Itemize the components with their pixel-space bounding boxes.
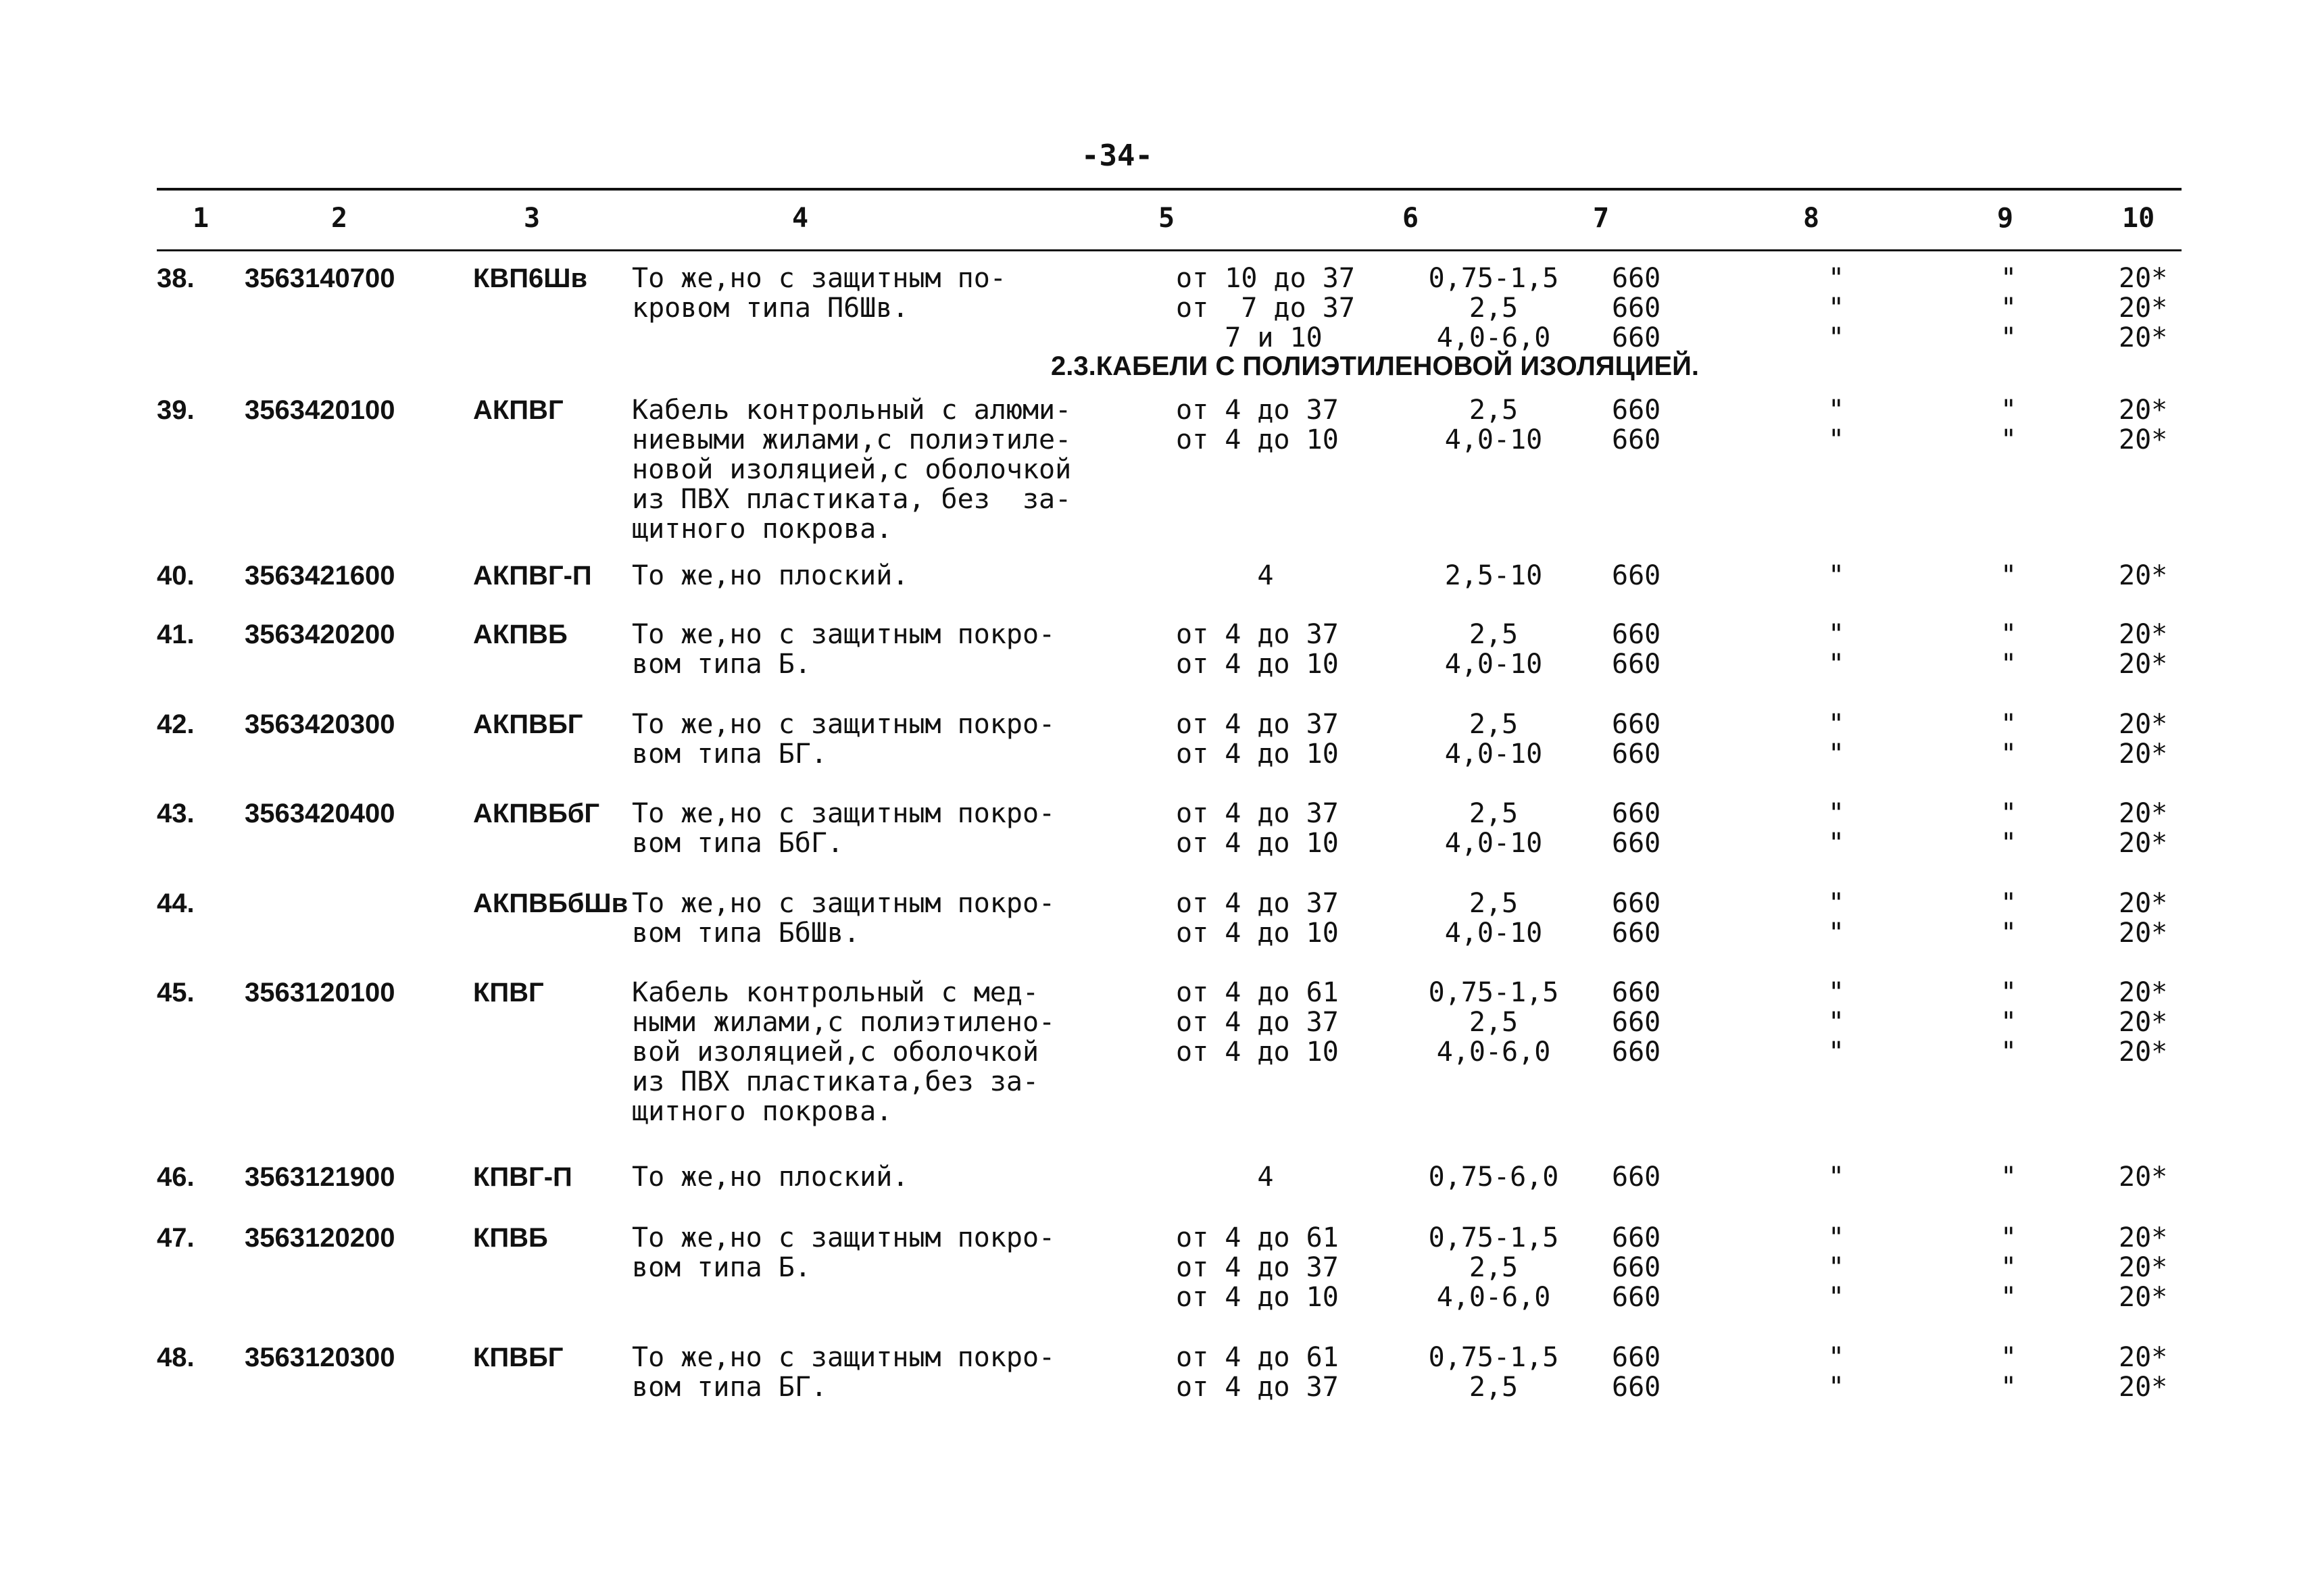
header-col-4: 4 [792, 203, 809, 234]
col-9-value: " " [2000, 888, 2017, 949]
cable-mark: АКПВБГ [473, 709, 583, 739]
header-col-9: 9 [1997, 203, 2014, 234]
col-10-value: 20* 20* [2119, 619, 2168, 680]
row-number: 48. [157, 1343, 195, 1372]
voltage: 660 660 660 [1612, 977, 1661, 1068]
catalog-code: 3563120100 [245, 978, 395, 1007]
col-9-value: " " [2000, 1342, 2017, 1403]
cable-description: Кабель контрольный с мед- ными жилами,с полиэтилено- вой изоляцией,с оболочкой из ПВХ пластиката,без за- щитного покрова. [632, 977, 1056, 1127]
header-col-6: 6 [1402, 203, 1419, 234]
cores-count: от 4 до 61 от 4 до 37 от 4 до 10 [1176, 977, 1339, 1068]
cable-mark: АКПВБбШв [473, 889, 629, 918]
header-col-3: 3 [524, 203, 541, 234]
cable-description: То же,но с защитным покро- вом типа Б. [632, 619, 1056, 680]
cable-description: То же,но с защитным покро- вом типа БГ. [632, 709, 1056, 770]
col-8-value: " " " [1828, 1222, 1845, 1313]
section-heading: 2.3.КАБЕЛИ С ПОЛИЭТИЛЕНОВОЙ ИЗОЛЯЦИЕЙ. [1051, 351, 1700, 381]
col-9-value: " " [2000, 798, 2017, 859]
col-8-value: " " [1828, 1342, 1845, 1403]
catalog-code: 3563420100 [245, 395, 395, 425]
voltage: 660 660 [1612, 798, 1661, 859]
col-8-value: " " [1828, 888, 1845, 949]
col-10-value: 20* 20* 20* [2119, 977, 2168, 1068]
cable-description: То же,но с защитным покро- вом типа БбШв. [632, 888, 1056, 949]
voltage: 660 660 [1612, 395, 1661, 455]
cores-count: 4 [1176, 1162, 1274, 1193]
voltage: 660 660 660 [1612, 1222, 1661, 1313]
col-10-value: 20* 20* 20* [2119, 1222, 2168, 1313]
col-9-value: " " [2000, 619, 2017, 680]
cores-count: от 4 до 61 от 4 до 37 [1176, 1342, 1339, 1403]
col-9-value: " [2000, 560, 2017, 591]
col-9-value: " [2000, 1162, 2017, 1193]
cross-section: 2,5-10 [1444, 560, 1543, 591]
header-col-7: 7 [1593, 203, 1610, 234]
cores-count: от 4 до 37 от 4 до 10 [1176, 888, 1339, 949]
row-number: 38. [157, 264, 195, 293]
cable-mark: КПВБ [473, 1223, 548, 1253]
col-9-value: " " [2000, 709, 2017, 770]
row-number: 40. [157, 561, 195, 591]
cross-section: 0,75-1,5 2,5 4,0-6,0 [1428, 977, 1559, 1068]
col-9-value: " " " [2000, 263, 2017, 353]
voltage: 660 [1612, 560, 1661, 591]
catalog-code: 3563420200 [245, 620, 395, 649]
cable-description: То же,но с защитным по- кровом типа П6Шв. [632, 263, 1006, 324]
cross-section: 2,5 4,0-10 [1444, 709, 1543, 770]
col-8-value: " " [1828, 798, 1845, 859]
catalog-code: 3563140700 [245, 264, 395, 293]
voltage: 660 660 660 [1612, 263, 1661, 353]
cross-section: 0,75-1,5 2,5 4,0-6,0 [1428, 1222, 1559, 1313]
cable-mark: КПВГ [473, 978, 544, 1007]
cores-count: от 4 до 37 от 4 до 10 [1176, 395, 1339, 455]
header-col-8: 8 [1803, 203, 1820, 234]
row-number: 45. [157, 978, 195, 1007]
cores-count: от 4 до 37 от 4 до 10 [1176, 709, 1339, 770]
cable-mark: АКПВБ [473, 620, 568, 649]
cable-description: То же,но с защитным покро- вом типа БГ. [632, 1342, 1056, 1403]
cable-description: То же,но плоский. [632, 1162, 909, 1193]
col-8-value: " " " [1828, 977, 1845, 1068]
col-10-value: 20* [2119, 1162, 2168, 1193]
col-10-value: 20* 20* [2119, 798, 2168, 859]
cores-count: 4 [1176, 560, 1274, 591]
cable-mark: АКПВБбГ [473, 799, 600, 828]
cross-section: 2,5 4,0-10 [1444, 395, 1543, 455]
cable-mark: КВП6Шв [473, 264, 588, 293]
catalog-code: 3563420300 [245, 709, 395, 739]
row-number: 42. [157, 709, 195, 739]
row-number: 41. [157, 620, 195, 649]
col-10-value: 20* 20* [2119, 1342, 2168, 1403]
cross-section: 2,5 4,0-10 [1444, 888, 1543, 949]
cross-section: 0,75-1,5 2,5 [1428, 1342, 1559, 1403]
page-number: -34- [1081, 139, 1153, 173]
cable-description: То же,но с защитным покро- вом типа БбГ. [632, 798, 1056, 859]
voltage: 660 660 [1612, 709, 1661, 770]
col-9-value: " " [2000, 395, 2017, 455]
cable-mark: АКПВГ [473, 395, 564, 425]
col-10-value: 20* 20* 20* [2119, 263, 2168, 353]
row-number: 47. [157, 1223, 195, 1253]
row-number: 44. [157, 889, 195, 918]
voltage: 660 660 [1612, 619, 1661, 680]
catalog-code: 3563121900 [245, 1162, 395, 1192]
table-header-rule [157, 249, 2182, 251]
header-col-10: 10 [2122, 203, 2155, 234]
table-top-rule [157, 188, 2182, 191]
col-8-value: " " " [1828, 263, 1845, 353]
header-col-2: 2 [331, 203, 348, 234]
catalog-code: 3563420400 [245, 799, 395, 828]
cores-count: от 4 до 37 от 4 до 10 [1176, 798, 1339, 859]
cores-count: от 4 до 37 от 4 до 10 [1176, 619, 1339, 680]
voltage: 660 660 [1612, 888, 1661, 949]
cores-count: от 10 до 37 от 7 до 37 7 и 10 [1176, 263, 1355, 353]
cable-mark: КПВГ-П [473, 1162, 572, 1192]
col-10-value: 20* 20* [2119, 709, 2168, 770]
cable-mark: КПВБГ [473, 1343, 564, 1372]
voltage: 660 660 [1612, 1342, 1661, 1403]
header-col-5: 5 [1158, 203, 1175, 234]
col-8-value: " [1828, 560, 1845, 591]
col-10-value: 20* 20* [2119, 395, 2168, 455]
catalog-code: 3563120300 [245, 1343, 395, 1372]
cross-section: 0,75-6,0 [1428, 1162, 1559, 1193]
cross-section: 2,5 4,0-10 [1444, 798, 1543, 859]
col-8-value: " " [1828, 709, 1845, 770]
row-number: 46. [157, 1162, 195, 1192]
catalog-code: 3563421600 [245, 561, 395, 591]
col-10-value: 20* [2119, 560, 2168, 591]
cable-description: То же,но с защитным покро- вом типа Б. [632, 1222, 1056, 1283]
cores-count: от 4 до 61 от 4 до 37 от 4 до 10 [1176, 1222, 1339, 1313]
col-9-value: " " " [2000, 1222, 2017, 1313]
col-8-value: " " [1828, 619, 1845, 680]
header-col-1: 1 [193, 203, 210, 234]
cross-section: 2,5 4,0-10 [1444, 619, 1543, 680]
col-8-value: " [1828, 1162, 1845, 1193]
voltage: 660 [1612, 1162, 1661, 1193]
cable-description: Кабель контрольный с алюми- ниевыми жилами,с полиэтиле- новой изоляцией,с оболочкой из ПВХ пластиката, без за- щитного покрова. [632, 395, 1072, 545]
col-10-value: 20* 20* [2119, 888, 2168, 949]
col-9-value: " " " [2000, 977, 2017, 1068]
cross-section: 0,75-1,5 2,5 4,0-6,0 [1428, 263, 1559, 353]
cable-mark: АКПВГ-П [473, 561, 592, 591]
cable-description: То же,но плоский. [632, 560, 909, 591]
row-number: 43. [157, 799, 195, 828]
col-8-value: " " [1828, 395, 1845, 455]
row-number: 39. [157, 395, 195, 425]
catalog-code: 3563120200 [245, 1223, 395, 1253]
